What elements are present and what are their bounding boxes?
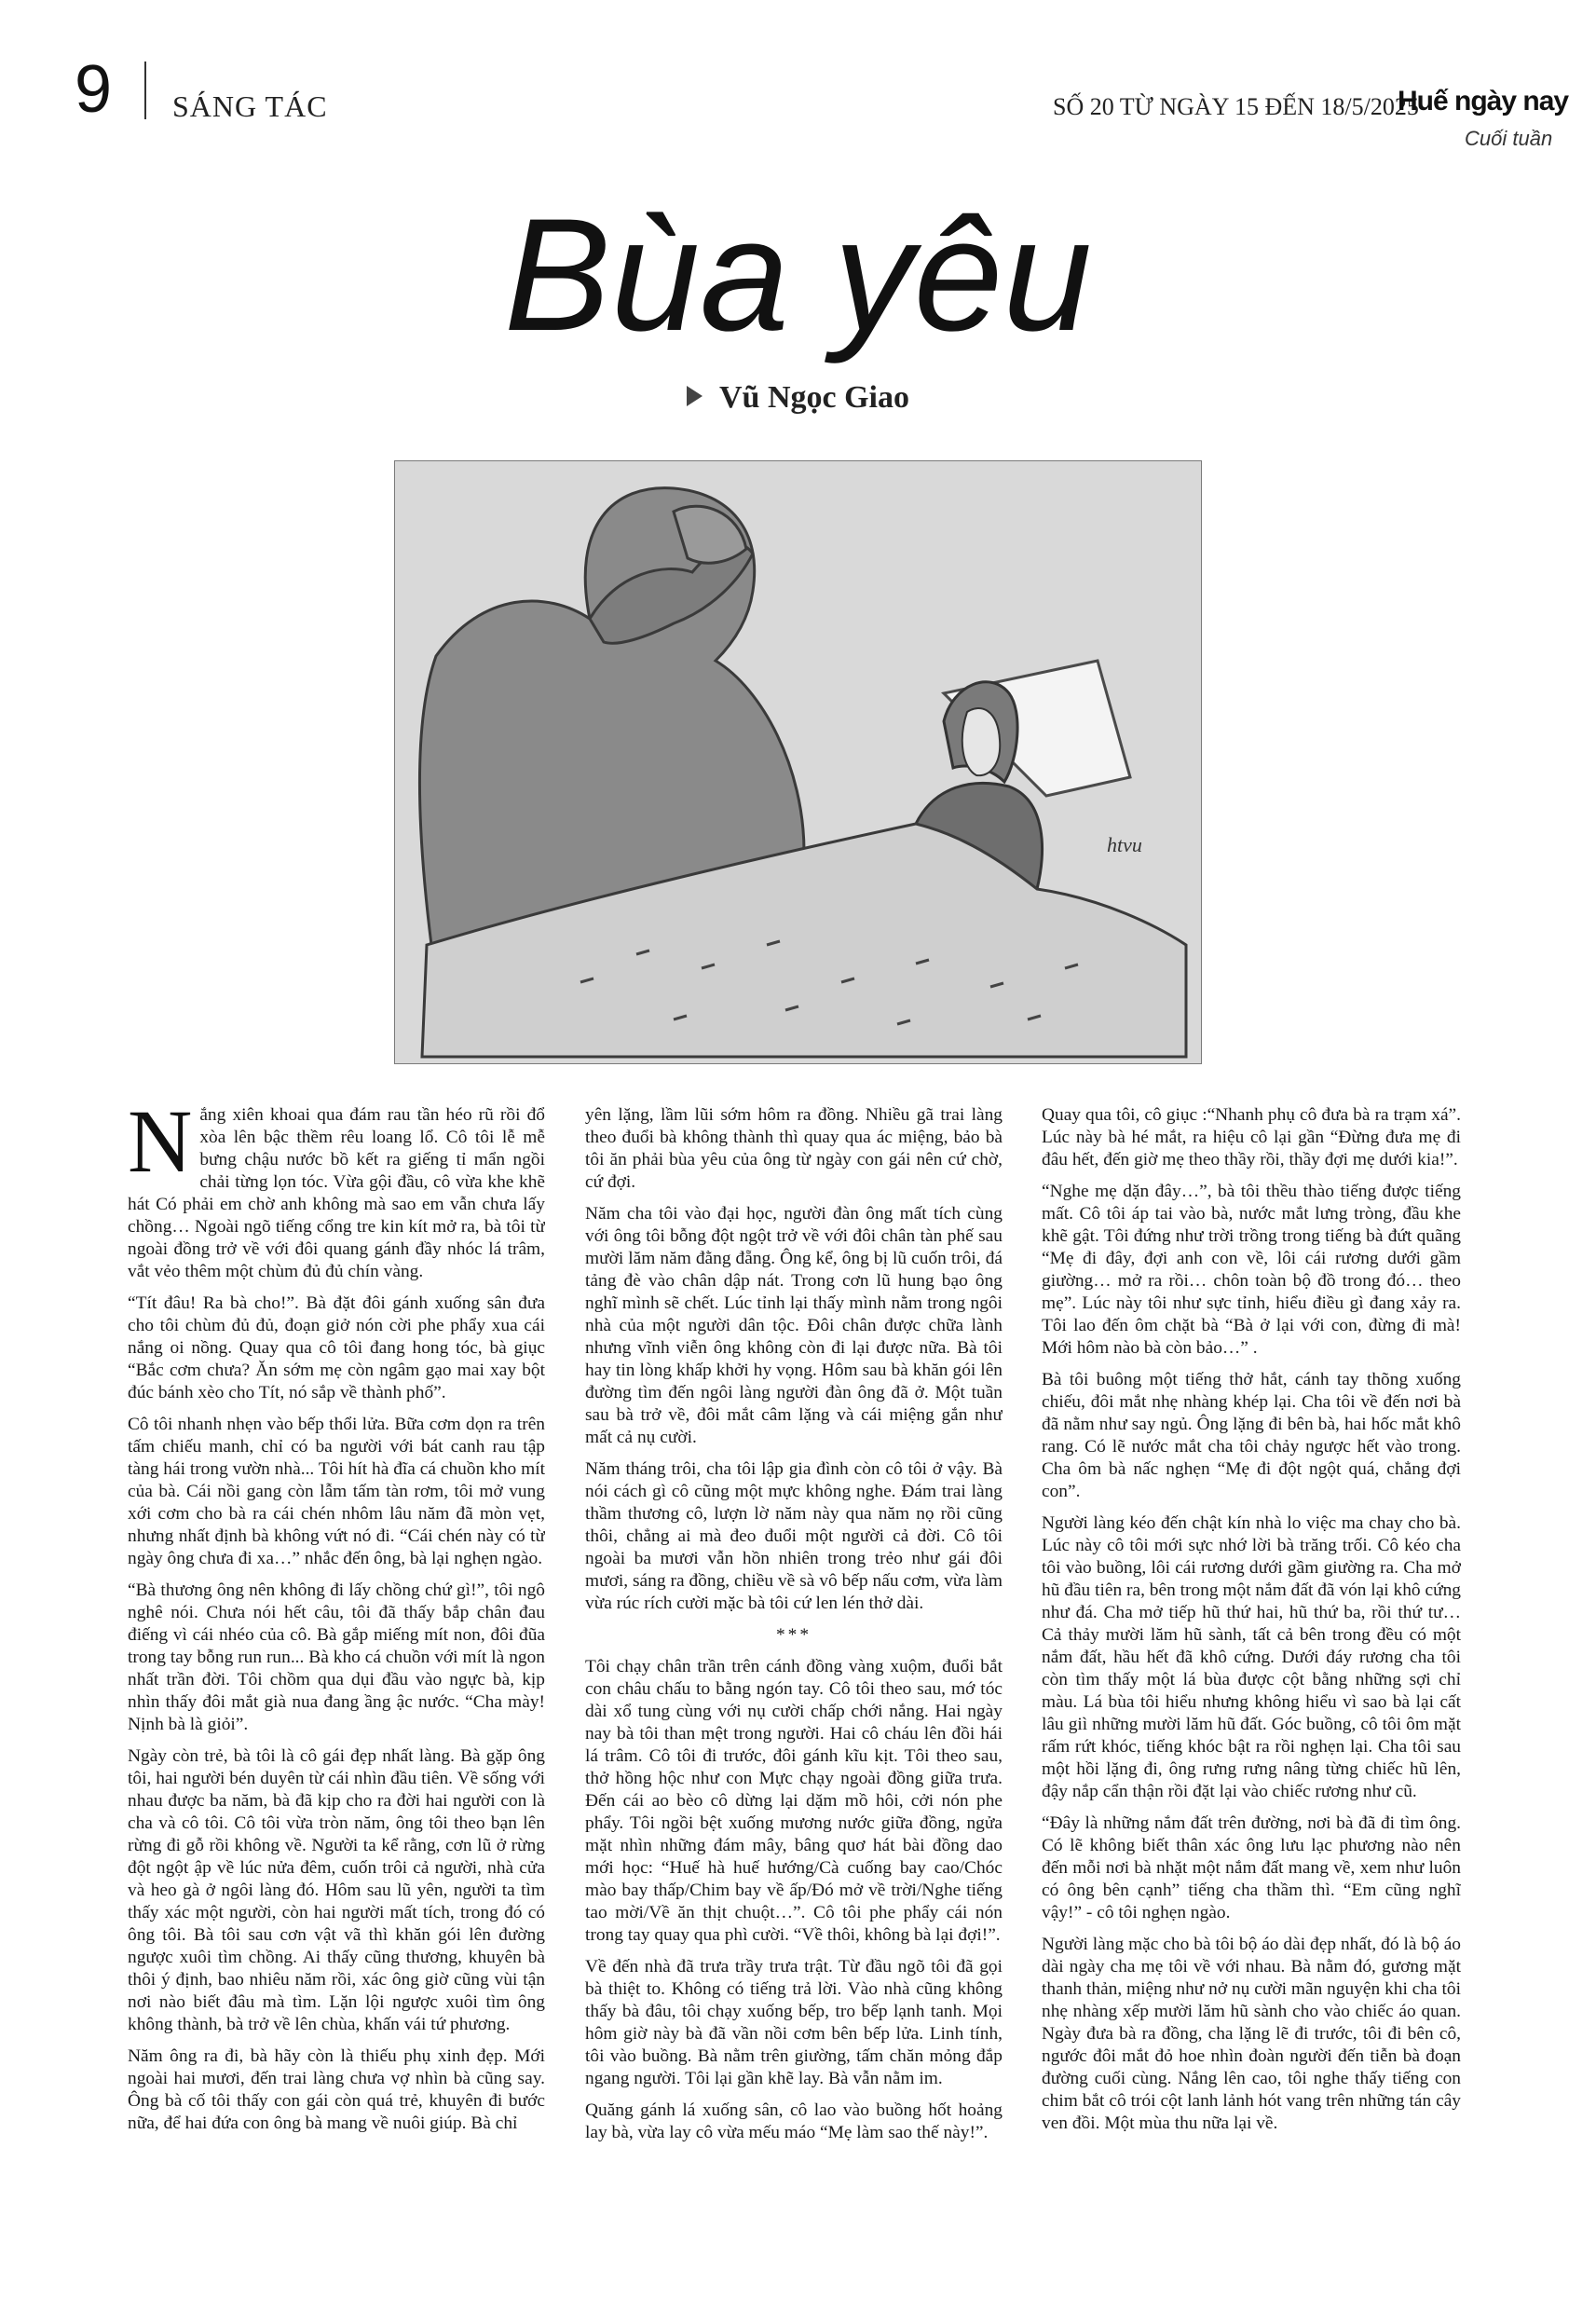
paragraph: “Bà thương ông nên không đi lấy chồng chứ gì!”, tôi ngô nghê nói. Chưa nói hết câu, tôi đã thấy bắp chân đau điếng vì cái nhéo của cô. Bà gắp miếng mít non, đôi đũa trong tay bỗng run run... Bà kho cá chuồn với mít là ngon nhất trần đời. Tôi chồm qua dụi đầu vào ngực bà, kịp nhìn thấy đôi mắt già nua đang ầng ậc nước. “Cha mày! Nịnh bà là giỏi”. bbox=[128, 1580, 545, 1734]
brand-name: Huế ngày nay bbox=[1398, 86, 1569, 116]
article-column-1 bbox=[128, 1104, 545, 2306]
paragraph: Tôi chạy chân trần trên cánh đồng vàng xuộm, đuổi bắt con châu chấu to bằng ngón tay. Cô tôi theo sau, mớ tóc dài xổ tung cùng với nụ cười chấp chới nắng. Hai ngày nay bà tôi than mệt trong người. Hai cô cháu lên đồi hái lá trâm. Cô tôi đi trước, đôi gánh kĩu kịt. Tôi theo sau, thở hồng hộc như con Mực chạy ngoài đồng giữa trưa. Đến cái ao bèo cô dừng lại dặm mồ hôi, cởi nón phe phẩy. Tôi ngồi bệt xuống mương nước giữa đồng, ngửa mặt nhìn những đám mây, bâng quơ hát bài đồng dao mới học: “Huế hà huế hướng/Cà cuống bay cao/Chóc mào bay thấp/Chim bay về ấp/Đó mở về trời/Nghe tiếng tao mời/Về ăn thịt chuột…”. Cô tôi phe phẩy cái nón trong tay quay qua phì cười. “Về thôi, không bà lại đợi!”. bbox=[585, 1657, 1003, 1945]
paragraph: “Tít đâu! Ra bà cho!”. Bà đặt đôi gánh xuống sân đưa cho tôi chùm đủ đủ, đoạn giở nón cời phe phẩy xua cái nắng oi nồng. Quay qua cô tôi đang hong tóc, bà giục “Bắc cơm chưa? Ăn sớm mẹ còn ngâm gạo mai xay bột đúc bánh xèo cho Tít, nó sắp về thành phố”. bbox=[128, 1293, 545, 1402]
illustration bbox=[394, 460, 1202, 1064]
article-column-2 bbox=[585, 1104, 1003, 2306]
paragraph: Bà tôi buông một tiếng thở hắt, cánh tay thõng xuống chiếu, đôi mắt nhẹ nhàng khép lại. Cha tôi về đến nơi bà đã nằm như say ngủ. Ông lặng đi bên bà, hai hốc mắt khô rang. Có lẽ nước mắt cha tôi chảy ngược hết vào trong. Cha ôm bà nấc nghẹn “Mẹ đi đột ngột quá, chẳng đợi con”. bbox=[1042, 1370, 1461, 1501]
paragraph: yên lặng, lầm lũi sớm hôm ra đồng. Nhiều gã trai làng theo đuổi bà không thành thì quay qua ác miệng, bảo bà tôi ăn phải bùa yêu của ông từ ngày con gái nên cứ chờ, cứ đợi. bbox=[585, 1105, 1003, 1192]
paragraph: Năm tháng trôi, cha tôi lập gia đình còn cô tôi ở vậy. Bà nói cách gì cô cũng một mực không nghe. Đám trai làng thầm thương cô, lượn lờ năm này qua năm nọ rồi cũng thôi, chẳng ai mà đeo đuổi một người cả đời. Cô tôi ngoài ba mươi vẫn hồn nhiên trong trẻo như gái đôi mươi, sáng ra đồng, chiều về sà vô bếp nấu cơm, vừa làm vừa rúc rích cười mặc bà tôi cứ len lén thở dài. bbox=[585, 1459, 1003, 1613]
paragraph: “Đây là những nắm đất trên đường, nơi bà đã đi tìm ông. Có lẽ không biết thân xác ông lưu lạc phương nào nên đến mỗi nơi bà nhặt một nắm đất mang về, xem như luôn có ông bên cạnh” tiếng cha thầm thì. “Em cũng nghĩ vậy!” - cô tôi nghẹn ngào. bbox=[1042, 1813, 1461, 1922]
drop-cap: N bbox=[128, 1104, 193, 1191]
brand-subtitle: Cuối tuần bbox=[1465, 127, 1553, 150]
woman-face bbox=[962, 708, 1000, 775]
paragraph: Người làng mặc cho bà tôi bộ áo dài đẹp nhất, đó là bộ áo dài ngày cha mẹ tôi về với nhau. Bà nằm đó, gương mặt thanh thản, miệng như nở nụ cười mãn nguyện khi cha tôi nhẹ nhàng xếp mười lăm hũ sành cho vào chiếc áo quan. Ngày đưa bà ra đồng, cha lặng lẽ đi trước, tôi đi bên cô, ngước đôi mắt đỏ hoe nhìn đoàn người đến tiễn bà đoạn đường cuối cùng. Nắng lên cao, tôi nghe thấy tiếng con chim bắt cô trói cột lanh lảnh hót vang trên những tán cây ven đồi. Một mùa thu nữa lại về. bbox=[1042, 1935, 1461, 2133]
page-number: 9 bbox=[75, 52, 113, 127]
paragraph: Quay qua tôi, cô giục :“Nhanh phụ cô đưa bà ra trạm xá”. Lúc này bà hé mắt, ra hiệu cô lại gần “Đừng đưa mẹ đi đâu hết, đến giờ mẹ theo thầy rồi, thầy đợi mẹ dưới kia!”. bbox=[1042, 1105, 1461, 1170]
play-triangle-icon bbox=[687, 386, 703, 406]
paragraph: Ngày còn trẻ, bà tôi là cô gái đẹp nhất làng. Bà gặp ông tôi, hai người bén duyên từ cái nhìn đầu tiên. Về sống với nhau được ba năm, bà đã kịp cho ra đời hai người con là cha và cô tôi. Cô tôi vừa tròn năm, ông tôi theo bạn lên rừng đi gỗ rồi không về. Người ta kể rằng, cơn lũ ở rừng đột ngột ập về lúc nửa đêm, cuốn trôi cả người, nhà cửa và heo gà ở ngôi làng đó. Hôm sau lũ yên, người ta tìm thấy xác một người, còn hai người mất tích, trong đó có ông tôi. Bà tôi sau cơn vật vã thì khăn gói lên đường ngược xuôi tìm chồng. Ai thấy cũng thương, khuyên bà thôi ý định, bao nhiêu năm rồi, xác ông giờ cũng vùi tận nơi nào biết đâu mà tìm. Lặn lội ngược xuôi tìm ông không thành, bà trở về lên chùa, khấn vái tứ phương. bbox=[128, 1746, 545, 2034]
paragraph: Năm ông ra đi, bà hãy còn là thiếu phụ xinh đẹp. Mới ngoài hai mươi, đến trai làng chưa vợ nhìn bà cũng say. Ông bà cố tôi thấy con gái còn quá trẻ, khuyên đi bước nữa, để hai đứa con ông bà mang về nuôi giúp. Bà chỉ bbox=[128, 2046, 545, 2133]
paragraph: “Nghe mẹ dặn đây…”, bà tôi thều thào tiếng được tiếng mất. Cô tôi áp tai vào bà, nước mắt lưng tròng, đầu khe khẽ gật. Tôi đứng như trời trồng trong tiếng bà đứt quãng “Mẹ đi đây, đợi anh con về, lôi cái rương dưới gầm giường… mở ra rồi… chôn toàn bộ đồ trong đó… theo mẹ”. Lúc này tôi như sực tỉnh, hiểu điều gì đang xảy ra. Tôi lao đến ôm chặt bà “Bà ở lại với con, đừng đi mà! Mới hôm nào bà còn bảo…” . bbox=[1042, 1182, 1461, 1358]
paragraph: Năm cha tôi vào đại học, người đàn ông mất tích cùng với ông tôi bỗng đột ngột trở về với đôi chân tàn phế sau mười lăm năm đằng đẵng. Ông kể, ông bị lũ cuốn trôi, đá tảng đè vào chân dập nát. Trong cơn lũ hung bạo ông nghĩ mình sẽ chết. Lúc tỉnh lại thấy mình nằm trong ngôi nhà của một người dân tộc. Đôi chân được chữa lành nhưng vĩnh viễn ông không còn đi lại được nữa. Bà tôi hay tin lòng khấp khởi hy vọng. Hôm sau bà khăn gói lên đường tìm đến ngôi làng người đàn ông đã ở. Một tuần sau bà trở về, đôi mắt câm lặng và cái miệng gắn như mất cả nụ cười. bbox=[585, 1204, 1003, 1447]
author-name: Vũ Ngọc Giao bbox=[719, 380, 909, 415]
paragraph: Về đến nhà đã trưa trầy trưa trật. Từ đầu ngõ tôi đã gọi bà thiệt to. Không có tiếng trả lời. Vào nhà cũng không thấy bà đâu, tôi chạy xuống bếp, tro bếp lạnh tanh. Mọi hôm giờ này bà đã vần nồi cơm bên bếp lửa. Linh tính, tôi vào buồng. Bà nằm trên giường, tấm chăn mỏng đắp ngang người. Tôi lại gần khẽ lay. Bà vẫn nằm im. bbox=[585, 1957, 1003, 2088]
section-separator: *** bbox=[775, 1625, 812, 1645]
article-column-3 bbox=[1042, 1104, 1461, 2306]
header-divider bbox=[144, 62, 146, 119]
paragraph: Người làng kéo đến chật kín nhà lo việc ma chay cho bà. Lúc này cô tôi mới sực nhớ lời bà trăng trối. Cô kéo cha tôi vào buồng, lôi cái rương dưới gầm giường ra. Cha mở hũ đầu tiên ra, bên trong một nắm đất đã vón lại khô cứng như đá. Cha mở tiếp hũ thứ hai, hũ thứ ba, rồi thứ tư… Cả thảy mười lăm hũ sành, tất cả bên trong đều có một nắm đất, hầu hết đã khô cứng. Dưới đáy rương cha tôi còn tìm thấy một lá bùa được cột bằng những sợi chỉ màu. Lá bùa tôi hiểu nhưng không hiểu vì sao bà lại cất lâu giì những mười lăm hũ đất. Góc buồng, cô tôi ôm mặt rấm rứt khóc, tiếng khóc bật ra rồi nghẹn lại. Cha tôi sau một hồi lặng đi, ông rưng rưng nâng từng chiếc hũ lên, đậy nắp cẩn thận rồi đặt lại vào chiếc rương như cũ. bbox=[1042, 1513, 1461, 1801]
byline bbox=[0, 380, 1596, 416]
section-label: SÁNG TÁC bbox=[172, 89, 328, 123]
issue-info: SỐ 20 TỪ NGÀY 15 ĐẾN 18/5/2025 bbox=[1053, 93, 1419, 120]
page-header bbox=[0, 0, 1596, 158]
paragraph: Cô tôi nhanh nhẹn vào bếp thổi lửa. Bữa cơm dọn ra trên tấm chiếu manh, chỉ có ba người với bát canh rau tập tàng hái trong vườn nhà... Tôi hít hà đĩa cá chuồn kho mít của bà. Cái nồi gang còn lẫm tấm tàn rơm, tôi mở vung xới cơm cho bà ra cái chén nhôm lâu năm đã mòn vẹt, nhưng nhất định bà không vứt nó đi. “Cái chén này có từ ngày ông chưa đi xa…” nhắc đến ông, bà lại nghẹn ngào. bbox=[128, 1415, 545, 1568]
paragraph: Nắng xiên khoai qua đám rau tần héo rũ rồi đổ xòa lên bậc thềm rêu loang lổ. Cô tôi lễ mễ bưng chậu nước bồ kết ra giếng tỉ mẩn ngồi chải từng lọn tóc. Vừa gội đầu, cô vừa khe khẽ hát Có phải em chờ anh không mà sao em vẫn chưa lấy chồng… Ngoài ngõ tiếng cổng tre kin kít mở ra, bà tôi từ ngoài đồng trở về với đôi quang gánh đầy nhóc lá trâm, vắt vẻo thêm một chùm đủ đủ chín vàng. bbox=[128, 1104, 545, 1281]
brand-logo bbox=[1398, 86, 1569, 151]
illustration-signature: htvu bbox=[1107, 833, 1142, 856]
article-title: Bùa yêu bbox=[503, 185, 1093, 364]
paragraph: Quăng gánh lá xuống sân, cô lao vào buồng hốt hoảng lay bà, vừa lay cô vừa mếu máo “Mẹ làm sao thế này!”. bbox=[585, 2100, 1003, 2142]
